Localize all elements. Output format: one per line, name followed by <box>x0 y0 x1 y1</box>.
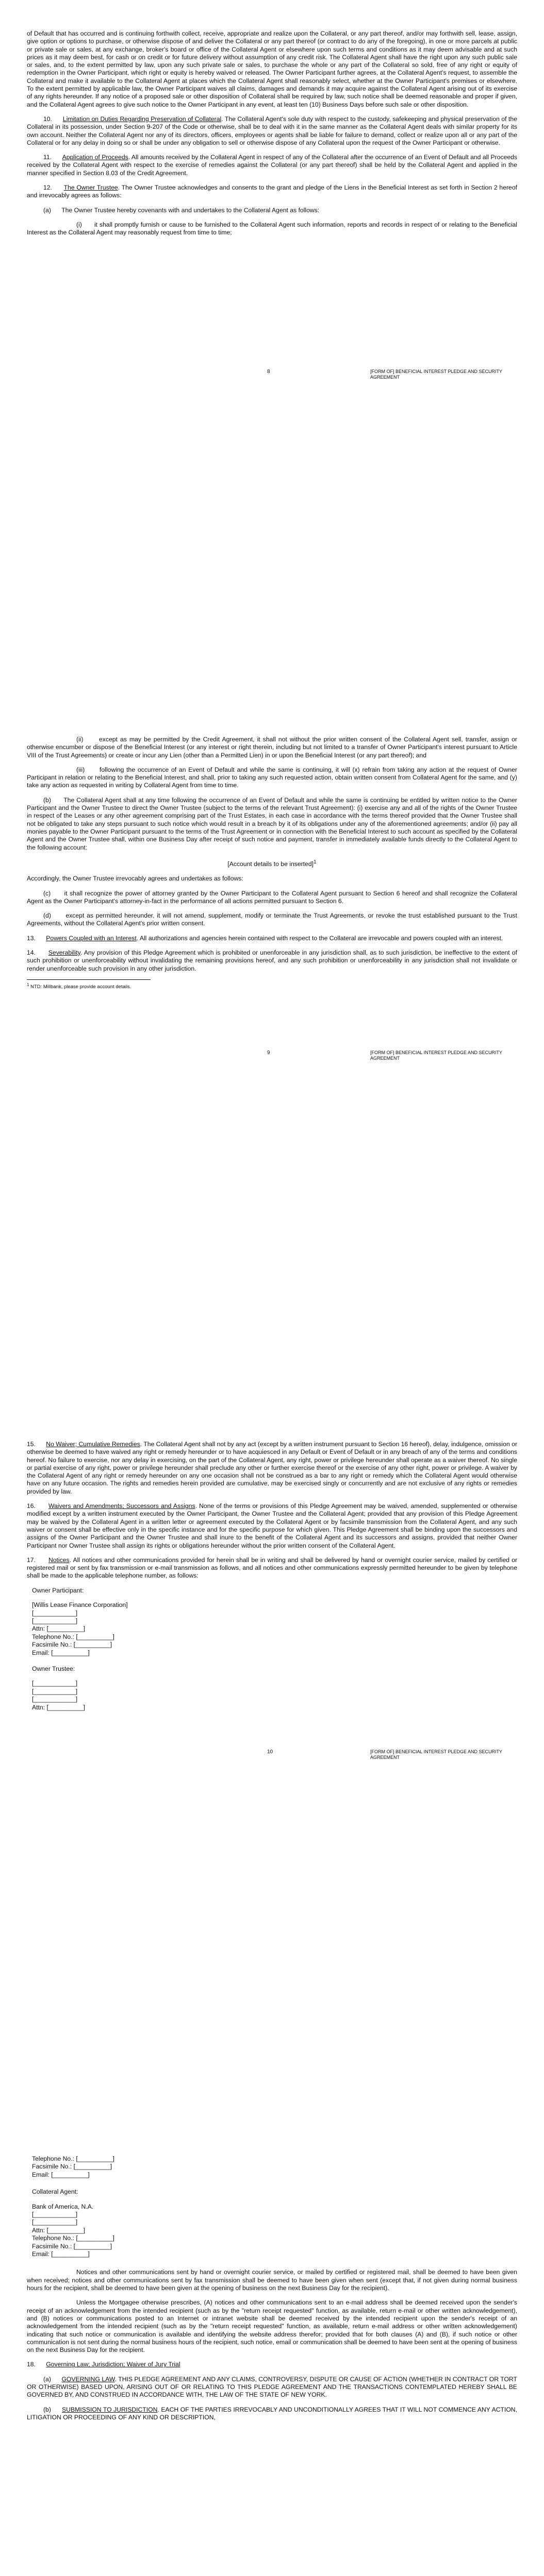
section-12d: (d) except as permitted hereunder, it will not amend, supplement, modify or terminate the Trust Agreements, or revoke the trust established pursuant to the Trust Agreements, without the Collateral Agent's prior written consent. <box>27 912 517 927</box>
owner-trustee-label: Owner Trustee: <box>32 1665 75 1672</box>
section-12a: (a) The Owner Trustee hereby covenants with and undertakes to the Collateral Agent as follows: <box>43 206 320 214</box>
section-18a: (a) GOVERNING LAW. THIS PLEDGE AGREEMENT AND ANY CLAIMS, CONTROVERSY, DISPUTE OR CAUSE OF ACTION (WHETHER IN CONTRACT OR TORT OR OTHERWISE) BASED UPON, ARISING OUT OF OR RELATING TO THIS PLEDGE AGREEMENT AND THE TRANSACTIONS CONTEMPLATED HEREBY SHALL BE GOVERNED BY, AND CONSTRUED IN ACCORDANCE WITH, THE LAW OF THE STATE OF NEW YORK. <box>27 2375 517 2399</box>
page-number: 10 <box>267 1749 273 1755</box>
owner-trustee-address: Owner Trustee: [____________] [____________] [____________] Attn: [__________] <box>32 1665 517 1711</box>
section-17: 17. Notices. All notices and other communications provided for herein shall be in writing and shall be delivered by hand or overnight courier service, mailed by certified or registered mail or sent by fax transmission or e-mail transmission as follows, and all notices and other communications expressly permitted hereunder to be given by telephone shall be made to the applicable telephone number, as follows: <box>27 1556 517 1580</box>
section-10: 10. Limitation on Duties Regarding Preservation of Collateral. The Collateral Agent's sole duty with respect to the custody, safekeeping and physical preservation of the Collateral in its possession, under Section 9-207 of the Code or otherwise, shall be to deal with it in the same manner as the Collateral Agent deals with similar property for its own account. Neither the Collateral Agent nor any of its directors, officers, employees or agents shall be liable for failure to demand, collect or realize upon all or any part of the Collateral or for any delay in doing so or shall be under any obligation to sell or otherwise dispose of any Collateral upon the request of the Owner Participant or otherwise. <box>27 115 517 146</box>
page-number: 8 <box>267 369 270 375</box>
document-page-8 <box>0 0 544 688</box>
section-12c: (c) it shall recognize the power of attorney granted by the Owner Participant to the Collateral Agent pursuant to Section 6 hereof and shall recognize the Collateral Agent as the Owner Participant's attorney-in-fact in the performance of all actions permitted pursuant to Section 6. <box>27 889 517 905</box>
section-15: 15. No Waiver; Cumulative Remedies. The Collateral Agent shall not by any act (except by a written instrument pursuant to Section 16 hereof), delay, indulgence, omission or otherwise be deemed to have waived any right or remedy hereunder or to have acquiesced in any Default or Event of Default or in any breach of any of the terms and conditions hereof. No failure to exercise, nor any delay in exercising, on the part of the Collateral Agent, any right, power or privilege hereunder shall operate as a waiver thereof. No single or partial exercise of any right, power or privilege hereunder shall preclude any other or further exercise thereof or the exercise of any other right, power or privilege. A waiver by the Collateral Agent of any right or remedy hereunder on any one occasion shall not be construed as a bar to any right or remedy which the Collateral Agent would otherwise have on any future occasion. The rights and remedies herein provided are cumulative, may be exercised singly or concurrently and are not exclusive of any rights or remedies provided by law. <box>27 1440 518 1495</box>
section-16: 16. Waivers and Amendments; Successors and Assigns. None of the terms or provisions of this Pledge Agreement may be waived, amended, supplemented or otherwise modified except by a written instrument executed by the Owner Participant, the Owner Trustee and the Collateral Agent; provided that any provision of this Pledge Agreement may be waived by the Collateral Agent in a written letter or agreement executed by the Collateral Agent or by facsimile transmission from the Collateral Agent, and any such waiver or consent shall be effective only in the specific instance and for the specific purpose for which given. This Pledge Agreement shall be binding upon the successors and assigns of the Owner Participant and the Owner Trustee and shall inure to the benefit of the Collateral Agent and its successors and assigns, provided that neither Owner Participant nor Owner Trustee shall assign its rights or obligations hereunder without the prior written consent of the Collateral Agent. <box>27 1502 517 1549</box>
notices-deemed-given-paragraph: Notices and other communications sent by hand or overnight courier service, or mailed by certified or registered mail, shall be deemed to have been given when received; notices and other communications sent by fax transmission shall be deemed to have been given when sent (except that, if not given during normal business hours for the recipient, shall be deemed to have been given at the opening of business on the next Business Day for the recipient). <box>27 2268 517 2292</box>
section-11: 11. Application of Proceeds. All amounts received by the Collateral Agent in respect of any of the Collateral after the occurrence of an Event of Default and all Proceeds received by the Collateral Agent with respect to the exercise of remedies against the Collateral (or any part thereof) shall be held by the Collateral Agent and applied in the manner specified in Section 8.03 of the Credit Agreement. <box>27 154 517 177</box>
document-page-10 <box>0 1391 544 2105</box>
page-number: 9 <box>267 1050 270 1056</box>
footer-title: [FORM OF] BENEFICIAL INTEREST PLEDGE AND SECURITY AGREEMENT <box>370 1050 502 1061</box>
account-details-placeholder: [Account details to be inserted]$^1$ <box>227 859 317 868</box>
footnote: $^1$ NTD: Millbank, please provide account details. <box>27 982 131 990</box>
section-13: 13. Powers Coupled with an Interest. All authorizations and agencies herein contained with respect to the Collateral are irrevocable and powers coupled with an interest. <box>27 934 503 942</box>
footnote-divider <box>27 979 151 980</box>
section-12a-iii: (iii) following the occurrence of an Event of Default and while the same is continuing, it will (x) refrain from taking any action at the request of Owner Participant in relation or relating to the Beneficial Interest, and shall, prior to taking any such requested action, obtain written consent from Collateral Agent for the same, and (y) take any action as requested in writing by Collateral Agent from time to time. <box>27 766 517 789</box>
collateral-agent-address: Collateral Agent: Bank of America, N.A. [____________] [____________] Attn: [__________] Telephone No.: [__________] Facsimile No.: [__________] Email: [__________] <box>32 2188 517 2258</box>
electronic-notices-paragraph: Unless the Mortgagee otherwise prescribes, (A) notices and other communications sent to an e-mail address shall be deemed received upon the sender's receipt of an acknowledgement from the intended recipient (such as by the "return receipt requested" function, as available, return e-mail or other written acknowledgement), and (B) notices or communications posted to an Internet or intranet website shall be deemed received by the intended recipient upon the sender's receipt of an acknowledgement from the intended recipient (such as by the "return receipt requested" function, as available, return e-mail address or other written acknowledgement) indicating that such notice or communication is available and identifying the website address therefor; provided that for both clauses (A) and (B), if such notice or other communication is not sent during the normal business hours of the recipient, such notice, email or communication shall be deemed to have been sent at the opening of business on the next Business Day for the recipient. <box>27 2299 517 2354</box>
section-14: 14. Severability. Any provision of this Pledge Agreement which is prohibited or unenforceable in any jurisdiction shall, as to such jurisdiction, be ineffective to the extent of such prohibition or unenforceability without invalidating the remaining provisions hereof, and any such prohibition or unenforceability in any jurisdiction shall not invalidate or render unenforceable such provision in any other jurisdiction. <box>27 949 517 972</box>
footer-title: [FORM OF] BENEFICIAL INTEREST PLEDGE AND SECURITY AGREEMENT <box>370 369 502 380</box>
section-18-heading: 18. Governing Law; Jurisdiction; Waiver of Jury Trial <box>27 2361 180 2368</box>
collateral-agent-label: Collateral Agent: <box>32 2188 78 2196</box>
section-12: 12. The Owner Trustee. The Owner Trustee acknowledges and consents to the grant and pledge of the Liens in the Beneficial Interest as set forth in Section 2 hereof and irrevocably agrees as follows: <box>27 184 517 199</box>
document-page-11 <box>0 2105 544 2576</box>
document-page-9 <box>0 688 544 1391</box>
section-12b: (b) The Collateral Agent shall at any time following the occurrence of an Event of Default and while the same is continuing be entitled by written notice to the Owner Participant and the Owner Trustee to direct the Owner Trustee (subject to the terms of the relevant Trust Agreement): (i) exercise any and all of the rights of the Owner Trustee in respect of the Leases or any other agreement comprising part of the Trust Estates, in each case in accordance with the terms thereof provided that the Owner Trustee shall not be obligated to take any steps pursuant to such notice which would result in a breach by it of its obligations under any of the aforementioned agreements; and/or (ii) pay all monies payable to the Owner Participant pursuant to the terms of the Trust Agreement or in connection with the Beneficial Interest to such account as specified by the Collateral Agent and the Owner Trustee shall, within one Business Day after receipt of such notice and payment, transfer in immediately available funds directly to the Collateral Agent to the following account: <box>27 796 517 851</box>
paragraph-remedies-continued: of Default that has occurred and is continuing forthwith collect, receive, appropriate and realize upon the Collateral, or any part thereof, and/or may forthwith sell, lease, assign, give option or options to purchase, or otherwise dispose of and deliver the Collateral or any part thereof (or contract to do any of the foregoing), in one or more parcels at public or private sale or sales, at any exchange, broker's board or office of the Collateral Agent or elsewhere upon such terms and conditions as it may deem advisable and at such prices as it may deem best, for cash or on credit or for future delivery without assumption of any credit risk. The Collateral Agent shall have the right upon any such public sale or sales, and, to the extent permitted by law, upon any such private sale or sales, to purchase the whole or any part of the Collateral so sold, free of any right or equity of redemption in the Owner Participant, which right or equity is hereby waived or released. The Owner Participant further agrees, at the Collateral Agent's request, to assemble the Collateral and make it available to the Collateral Agent at places which the Collateral Agent shall reasonably select, whether at the Owner Participant's premises or elsewhere. To the extent permitted by applicable law, the Owner Participant waives all claims, damages and demands it may acquire against the Collateral Agent arising out of its exercise of any rights hereunder. If any notice of a proposed sale or other disposition of Collateral shall be required by law, such notice shall be deemed reasonable and proper if given, and the Collateral Agent agrees to give such notice to the Owner Participant in any event, at least ten (10) Business Days before such sale or other disposition. <box>27 30 517 108</box>
footer-title: [FORM OF] BENEFICIAL INTEREST PLEDGE AND SECURITY AGREEMENT <box>370 1749 502 1760</box>
owner-trustee-address-continued: Telephone No.: [__________] Facsimile No.: [__________] Email: [__________] <box>32 2155 114 2178</box>
owner-participant-label: Owner Participant: <box>32 1586 84 1594</box>
owner-participant-address: Owner Participant: [Willis Lease Finance Corporation] [____________] [____________] Attn: [__________] Telephone No.: [__________] Facsimile No.: [__________] Email: [__________] <box>32 1587 517 1657</box>
section-12a-i: (i) it shall promptly furnish or cause to be furnished to the Collateral Agent such information, reports and records in respect of or relating to the Beneficial Interest as the Collateral Agent may reasonably request from time to time; <box>27 221 517 236</box>
section-12a-ii: (ii) except as may be permitted by the Credit Agreement, it shall not without the prior written consent of the Collateral Agent sell, transfer, assign or otherwise encumber or dispose of the Beneficial Interest (or any interest or right therein, including but not limited to a transfer of Owner Participant's interest pursuant to Article VIII of the Trust Agreements) or create or incur any Lien (other than a Permitted Lien) in or upon the Beneficial Interest (or any part thereof); and <box>27 736 517 759</box>
section-18b: (b) SUBMISSION TO JURISDICTION. EACH OF THE PARTIES IRREVOCABLY AND UNCONDITIONALLY AGREES THAT IT WILL NOT COMMENCE ANY ACTION, LITIGATION OR PROCEEDING OF ANY KIND OR DESCRIPTION, <box>27 2405 517 2421</box>
accordingly-paragraph: Accordingly, the Owner Trustee irrevocably agrees and undertakes as follows: <box>27 875 243 883</box>
